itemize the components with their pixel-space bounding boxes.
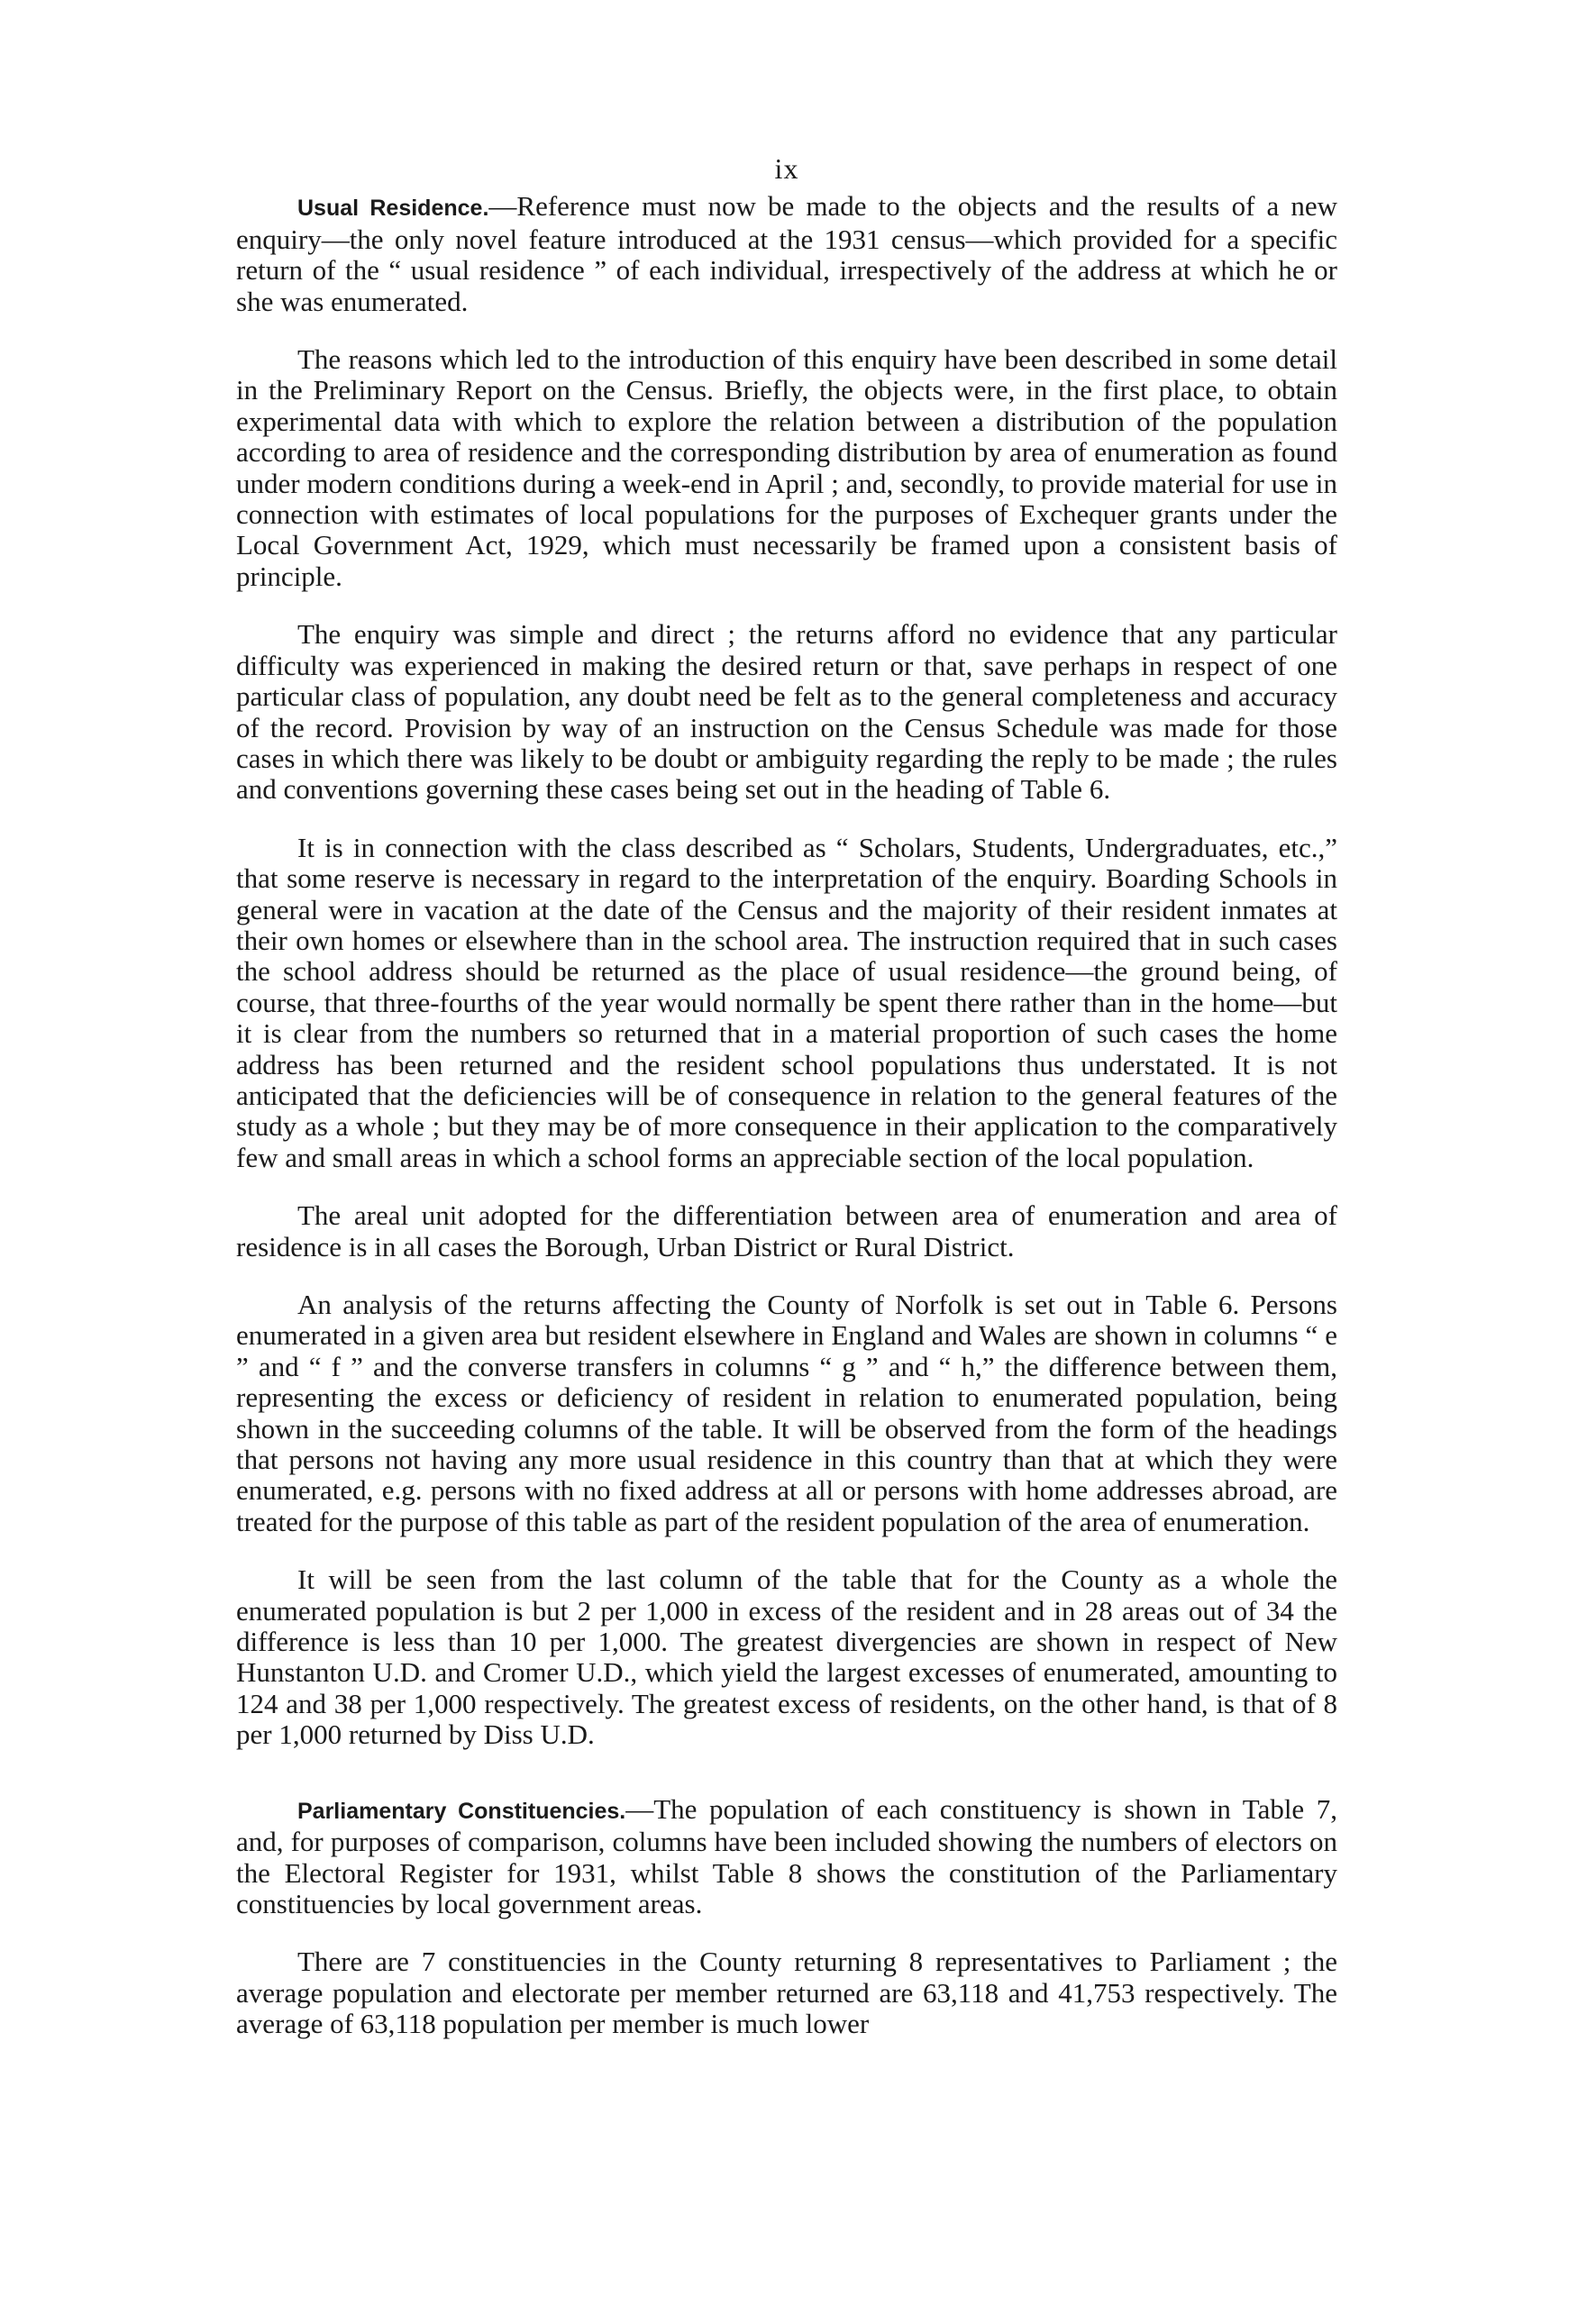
paragraph-text: —The population of each constituency is shown in Table 7, and, for purposes of comparison, columns have been included showing the numbers of electors on the Electoral Register for 1931, whilst Table 8 shows the constitution of the Parliamentary constituencies by local government areas.: [236, 1792, 1337, 1919]
document-page: [236, 153, 1337, 2067]
paragraph-reasons: [236, 344, 1337, 592]
paragraph-text: The areal unit adopted for the differentiation between area of enumeration and area of residence is in all cases the Borough, Urban District or Rural District.: [236, 1199, 1337, 1262]
paragraph-text: It is in connection with the class described as “ Scholars, Students, Undergraduates, etc.,” that some reserve is necessary in regard to the interpretation of the enquiry. Boarding Schools in general were in vacation at the date of the Census and the majority of their resident inmates at their own homes or elsewhere than in the school area. The instruction required that in such cases the school address should be returned as the place of usual residence—the ground being, of course, that three-fourths of the year would normally be spent there rather than in the home—but it is clear from the numbers so returned that in a material proportion of such cases the home address has been returned and the resident school populations thus understated. It is not anticipated that the deficiencies will be of consequence in relation to the general features of the study as a whole ; but they may be of more consequence in their application to the comparatively few and small areas in which a school forms an appreciable section of the local population.: [236, 831, 1337, 1173]
paragraph-usual-residence: [236, 191, 1337, 317]
section-heading-usual-residence: Usual Residence.: [297, 196, 489, 222]
paragraph-text: —Reference must now be made to the objects and the results of a new enquiry—the only novel feature introduced at the 1931 census—which provided for a specific return of the “ usual residence ” of each individual, irrespectively of the address at which he or she was enumerated.: [236, 190, 1338, 317]
paragraph-last-column: [236, 1564, 1337, 1750]
paragraph-scholars: [236, 833, 1337, 1173]
paragraph-constituencies-count: [236, 1946, 1337, 2039]
paragraph-areal-unit: [236, 1200, 1337, 1262]
page-number: ix: [774, 152, 799, 185]
paragraph-text: It will be seen from the last column of the table that for the County as a whole the enumerated population is but 2 per 1,000 in excess of the resident and in 28 areas out of 34 the difference is less than 10 per 1,000. The greatest divergencies are shown in respect of New Hunstanton U.D. and Cromer U.D., which yield the largest excesses of enumerated, amounting to 124 and 38 per 1,000 respectively. The greatest excess of residents, on the other hand, is that of 8 per 1,000 returned by Diss U.D.: [236, 1563, 1337, 1751]
paragraph-text: There are 7 constituencies in the County returning 8 representatives to Parliament ; the average population and electorate per member returned are 63,118 and 41,753 respectively. The average of 63,118 population per member is much lower: [236, 1946, 1337, 2040]
paragraph-text: An analysis of the returns affecting the County of Norfolk is set out in Table 6. Persons enumerated in a given area but resident elsewhere in England and Wales are shown in columns “ e ” and “ f ” and the converse transfers in columns “ g ” and “ h,” the difference between them, representing the excess or deficiency of resident in relation to enumerated population, being shown in the succeeding columns of the table. It will be observed from the form of the headings that persons not having any more usual residence in this country than that at which they were enumerated, e.g. persons with no fixed address at all or persons with home addresses abroad, are treated for the purpose of this table as part of the resident population of the area of enumeration.: [236, 1289, 1337, 1537]
paragraph-parliamentary-constituencies: [236, 1794, 1337, 1920]
paragraph-analysis: [236, 1290, 1337, 1537]
paragraph-text: The enquiry was simple and direct ; the returns afford no evidence that any particular difficulty was experienced in making the desired return or that, save perhaps in respect of one particular class of population, any doubt need be felt as to the general completeness and accuracy of the record. Provision by way of an instruction on the Census Schedule was made for those cases in which there was likely to be doubt or ambiguity regarding the reply to be made ; the rules and conventions governing these cases being set out in the heading of Table 6.: [236, 618, 1337, 806]
paragraph-enquiry: [236, 619, 1337, 805]
section-heading-parliamentary-constituencies: Parliamentary Constituencies.: [297, 1798, 626, 1824]
paragraph-text: The reasons which led to the introduction of this enquiry have been described in some detail in the Preliminary Report on the Census. Briefly, the objects were, in the first place, to obtain experimental data with which to explore the relation between a distribution of the population according to area of residence and the corresponding distribution by area of enumeration as found under modern conditions during a week-end in April ; and, secondly, to provide material for use in connection with estimates of local populations for the purposes of Exchequer grants under the Local Government Act, 1929, which must necessarily be framed upon a consistent basis of principle.: [236, 343, 1337, 592]
